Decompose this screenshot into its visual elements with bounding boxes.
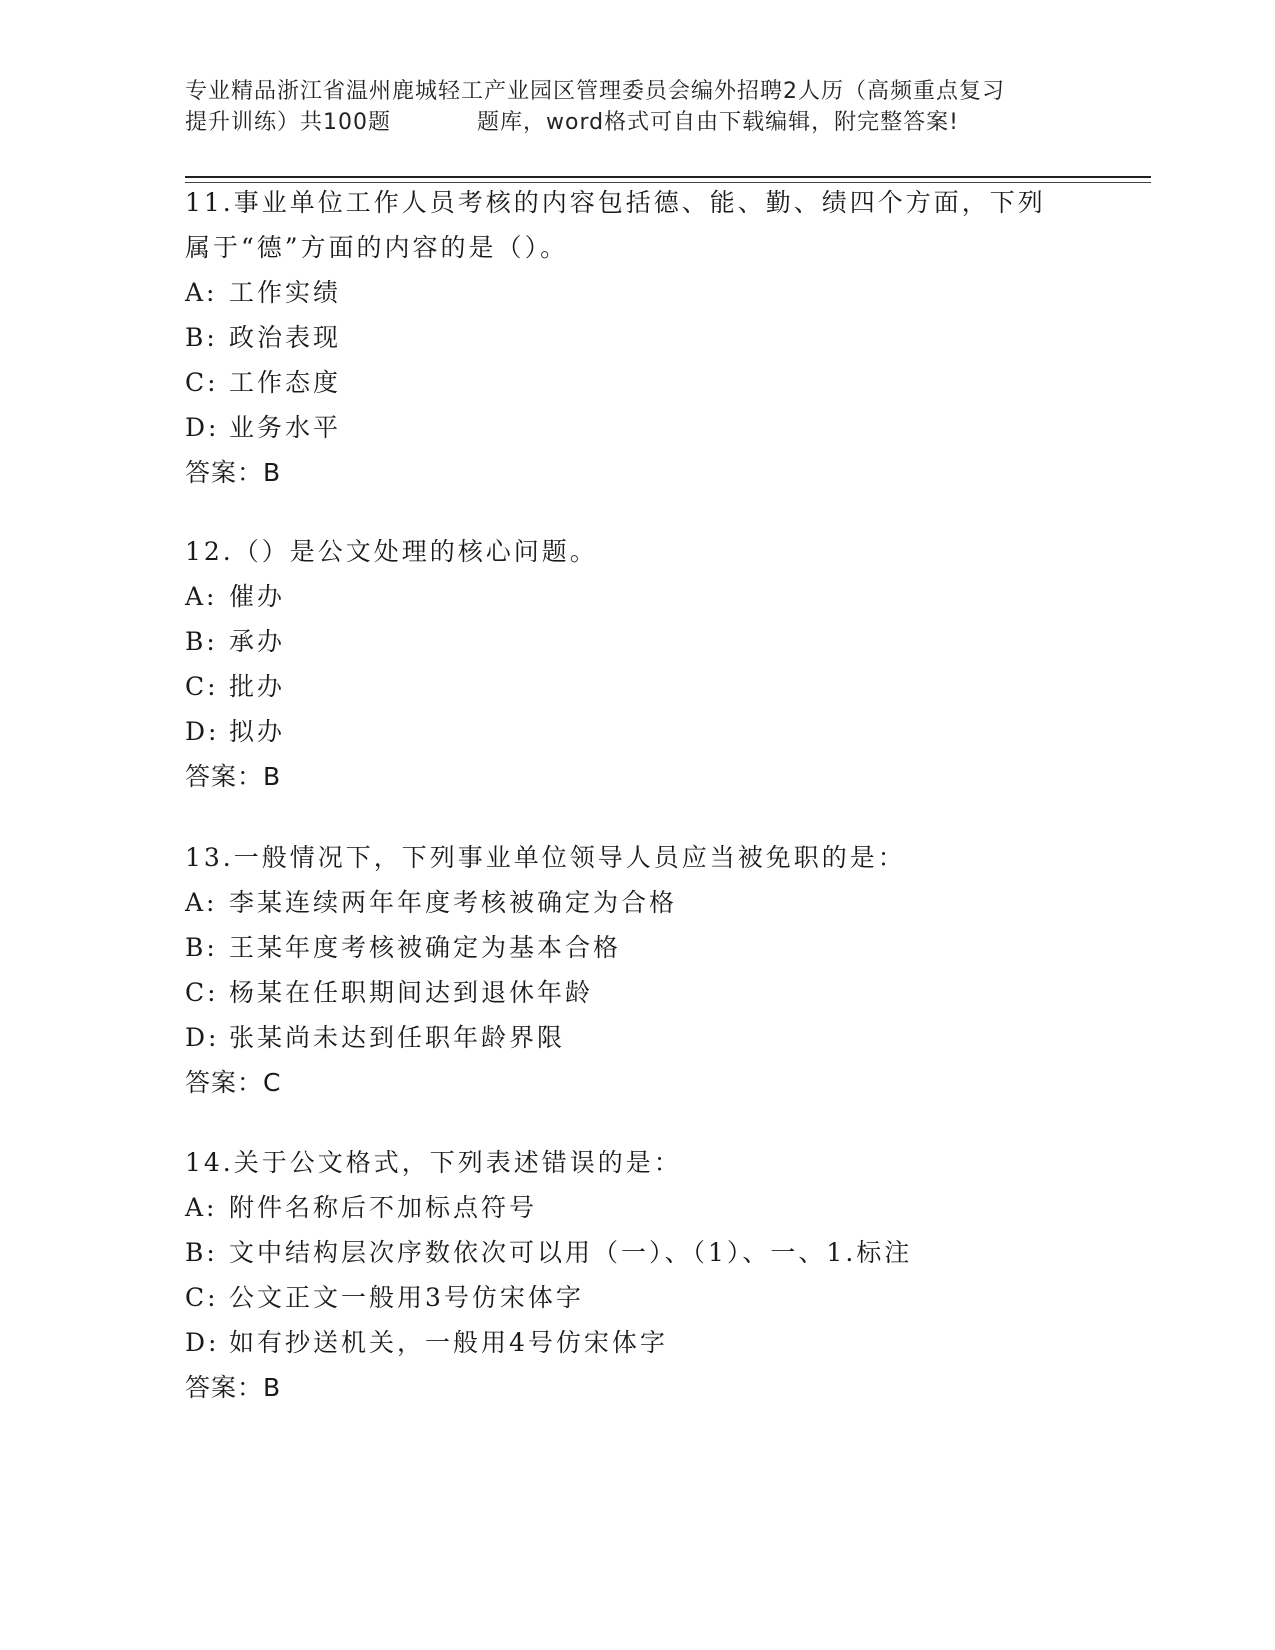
header-line-2-left: 提升训练）共100题: [185, 110, 391, 135]
option-key: C:: [185, 368, 219, 397]
option-text: 业务水平: [229, 413, 342, 442]
option-key: C:: [185, 1283, 219, 1312]
option-text: 承办: [229, 627, 286, 656]
question-14: [185, 1140, 1085, 1410]
option-text: 政治表现: [229, 323, 342, 352]
option-key: D:: [185, 413, 220, 442]
option-text: 文中结构层次序数依次可以用（一）、（1）、一、1.标注: [229, 1238, 913, 1267]
option-c: [185, 1275, 1085, 1320]
option-c: [185, 970, 1085, 1015]
option-a: [185, 270, 1085, 315]
answer-line: 答案：C: [185, 1068, 282, 1097]
option-key: B:: [185, 933, 218, 962]
option-b: [185, 315, 1085, 360]
option-b: [185, 619, 1085, 664]
option-text: 王某年度考核被确定为基本合格: [229, 933, 622, 962]
option-text: 催办: [229, 582, 286, 611]
option-key: D:: [185, 1023, 220, 1052]
header-line-1: 专业精品浙江省温州鹿城轻工产业园区管理委员会编外招聘2人历（高频重点复习: [185, 79, 1005, 104]
option-text: 张某尚未达到任职年龄界限: [229, 1023, 566, 1052]
question-stem-continued: 属于“德”方面的内容的是（）。: [185, 233, 569, 262]
option-key: D:: [185, 1328, 220, 1357]
option-key: D:: [185, 717, 220, 746]
option-key: B:: [185, 627, 218, 656]
option-text: 工作态度: [229, 368, 342, 397]
option-text: 如有抄送机关，一般用4号仿宋体字: [229, 1328, 668, 1357]
question-12: [185, 529, 1085, 799]
document-header: [185, 76, 1085, 138]
option-a: [185, 1185, 1085, 1230]
option-key: C:: [185, 978, 219, 1007]
option-text: 工作实绩: [229, 278, 342, 307]
option-b: [185, 1230, 1085, 1275]
answer-line: 答案：B: [185, 1373, 282, 1402]
question-stem: 12.（）是公文处理的核心问题。: [185, 537, 598, 566]
header-line-2: [185, 107, 1085, 138]
option-text: 附件名称后不加标点符号: [229, 1193, 538, 1222]
option-key: B:: [185, 1238, 218, 1267]
option-d: [185, 1015, 1085, 1060]
answer-line: 答案：B: [185, 762, 282, 791]
option-c: [185, 360, 1085, 405]
option-b: [185, 925, 1085, 970]
option-a: [185, 880, 1085, 925]
option-text: 李某连续两年年度考核被确定为合格: [229, 888, 678, 917]
question-stem: 11.事业单位工作人员考核的内容包括德、能、勤、绩四个方面，下列: [185, 188, 1046, 217]
question-stem: 13.一般情况下，下列事业单位领导人员应当被免职的是：: [185, 843, 906, 872]
option-key: A:: [185, 278, 218, 307]
option-key: A:: [185, 1193, 218, 1222]
answer-line: 答案：B: [185, 458, 282, 487]
option-c: [185, 664, 1085, 709]
option-d: [185, 405, 1085, 450]
option-key: A:: [185, 888, 218, 917]
option-key: B:: [185, 323, 218, 352]
option-text: 杨某在任职期间达到退休年龄: [229, 978, 594, 1007]
option-d: [185, 1320, 1085, 1365]
option-text: 公文正文一般用3号仿宋体字: [229, 1283, 584, 1312]
option-text: 批办: [229, 672, 286, 701]
option-a: [185, 574, 1085, 619]
header-line-2-right: 题库，word格式可自由下载编辑，附完整答案!: [477, 110, 959, 135]
option-key: C:: [185, 672, 219, 701]
question-11: [185, 180, 1085, 495]
header-divider: [185, 176, 1151, 178]
option-text: 拟办: [229, 717, 286, 746]
question-stem: 14.关于公文格式，下列表述错误的是：: [185, 1148, 682, 1177]
question-13: [185, 835, 1085, 1105]
option-d: [185, 709, 1085, 754]
option-key: A:: [185, 582, 218, 611]
